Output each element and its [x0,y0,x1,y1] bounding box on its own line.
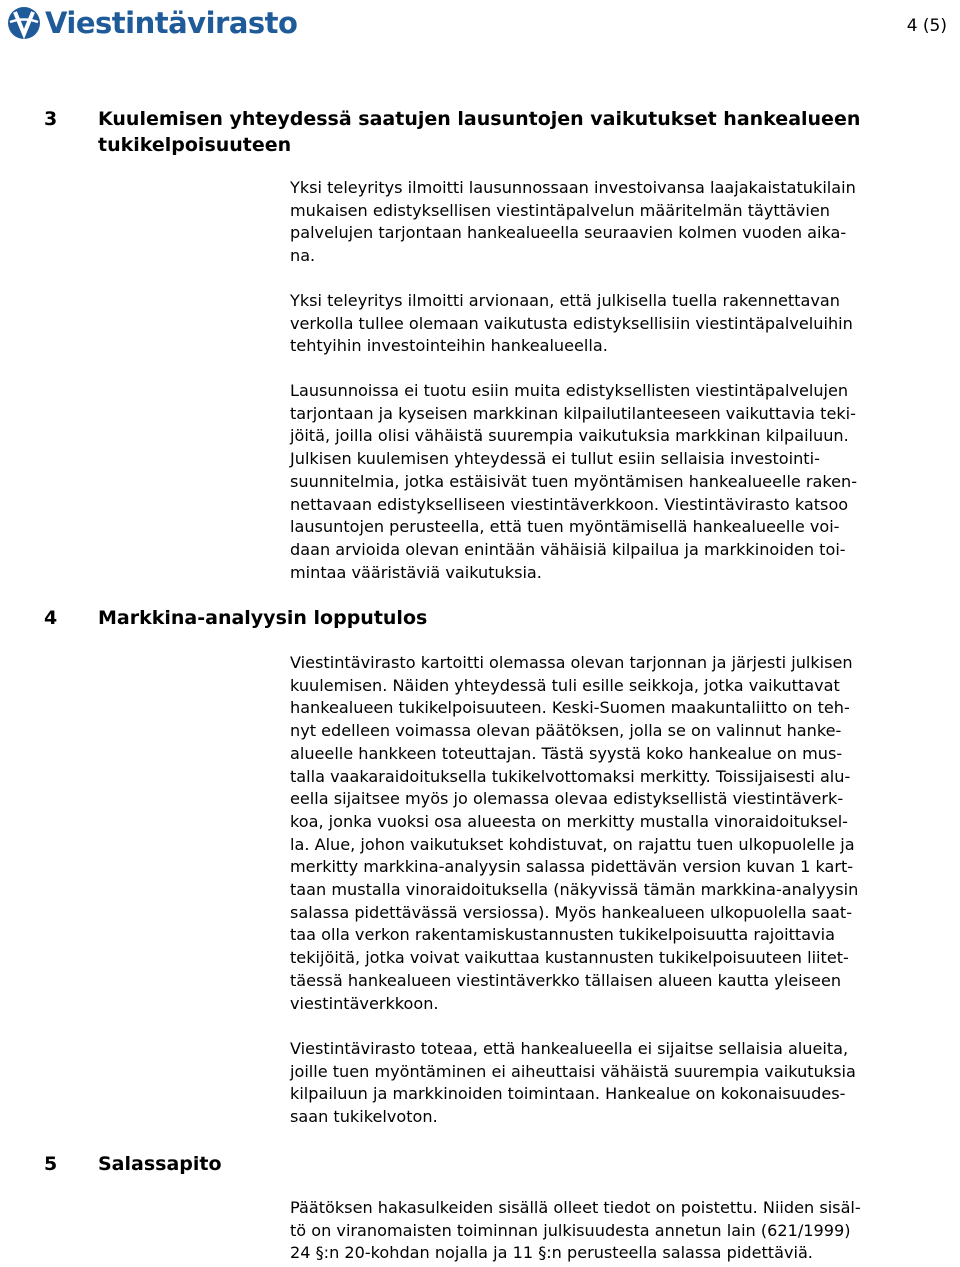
section-heading-4 [44,605,898,631]
body-paragraph: Lausunnoissa ei tuotu esiin muita edistyksellisten viestintäpalvelujen tarjontaan ja kyseisen markkinan kilpailutilanteeseen vaikuttavia teki- jöitä, joilla olisi vähäistä suurempia vaikutuksia markkinan kilpailuun. Julkisen kuulemisen yhteydessä ei tullut esiin sellaisia investointi- suunnitelmia, jotka estäisivät tuen myöntämisen hankealueelle raken- nettavaan edistykselliseen viestintäverkkoon. Viestintävirasto katsoo lausuntojen perusteella, että tuen myöntämisellä hankealueelle voi- daan arvioida olevan enintään vähäisiä kilpailua ja markkinoiden toi- mintaa vääristäviä vaikutuksia. [290,381,858,582]
viestintavirasto-logo [6,4,297,42]
body-paragraph: Yksi teleyritys ilmoitti arvionaan, että julkisella tuella rakennettavan verkolla tullee olemaan vaikutusta edistyksellisiin viestintäpalveluihin tehtyihin investointeihin hankealueella. [290,291,853,356]
section-number: 3 [44,108,58,130]
page-number: 4 (5) [906,16,947,36]
body-paragraph: Päätöksen hakasulkeiden sisällä olleet tiedot on poistettu. Niiden sisäl- tö on viranomaisten toiminnan julkisuudesta annetun lain (621/1999) 24 §:n 20-kohdan nojalla ja 11 §:n perusteella salassa pidettäviä. [290,1198,861,1263]
section-heading-3 [44,106,898,158]
logo-mark-icon [6,4,42,42]
body-paragraph: Viestintävirasto toteaa, että hankealueella ei sijaitse sellaisia alueita, joille tuen myöntäminen ei aiheuttaisi vähäistä suurempia vaikutuksia kilpailuun ja markkinoiden toimintaan. Hankealue on kokonaisuudes- saan tukikelvoton. [290,1039,856,1127]
body-paragraph: Yksi teleyritys ilmoitti lausunnossaan investoivansa laajakaistatukilain mukaisen edistyksellisen viestintäpalvelun määritelmän täyttävien palvelujen tarjontaan hankealueella seuraavien kolmen vuoden aika- na. [290,178,856,266]
body-paragraph: Viestintävirasto kartoitti olemassa olevan tarjonnan ja järjesti julkisen kuulemisen. Näiden yhteydessä tuli esille seikkoja, jotka vaikuttavat hankealueen tukikelpoisuuteen. Keski-Suomen maakuntaliitto on teh- nyt edelleen voimassa olevan päätöksen, jolla se on valinnut hanke- alueelle hankkeen toteuttajan. Tästä syystä koko hankealue on mus- talla vaakaraidoituksella tukikelvottomaksi merkitty. Toissijaisesti alu- eella sijaitsee myös jo olemassa olevaa edistyksellistä viestintäverk- koa, jonka vuoksi osa alueesta on merkitty mustalla vinoraidoituksel- la. Alue, johon vaikutukset kohdistuvat, on rajattu tuen ulkopuolelle ja merkitty markkina-analyysin salassa pidettävän version kuvan 1 kart- taan mustalla vinoraidoituksella (näkyvissä tämän markkina-analyysin salassa pidettävässä versiossa). Myös hankealueen ulkopuolella saat- taa olla verkon rakentamiskustannusten tukikelpoisuutta rajoittavia tekijöitä, jotka voivat vaikuttaa kustannusten tukikelpoisuuteen liitet- täessä hankealueen viestintäverkko tällaisen alueen kautta yleiseen viestintäverkkoon. [290,653,859,1013]
section-title: Kuulemisen yhteydessä saatujen lausuntojen vaikutukset hankealueen tukikelpoisuuteen [98,108,861,156]
section-number: 4 [44,607,58,629]
logo-text: Viestintävirasto [45,6,298,40]
section-title: Salassapito [98,1153,222,1175]
section-number: 5 [44,1153,58,1175]
section-heading-5 [44,1151,898,1177]
section-title: Markkina-analyysin lopputulos [98,607,428,629]
